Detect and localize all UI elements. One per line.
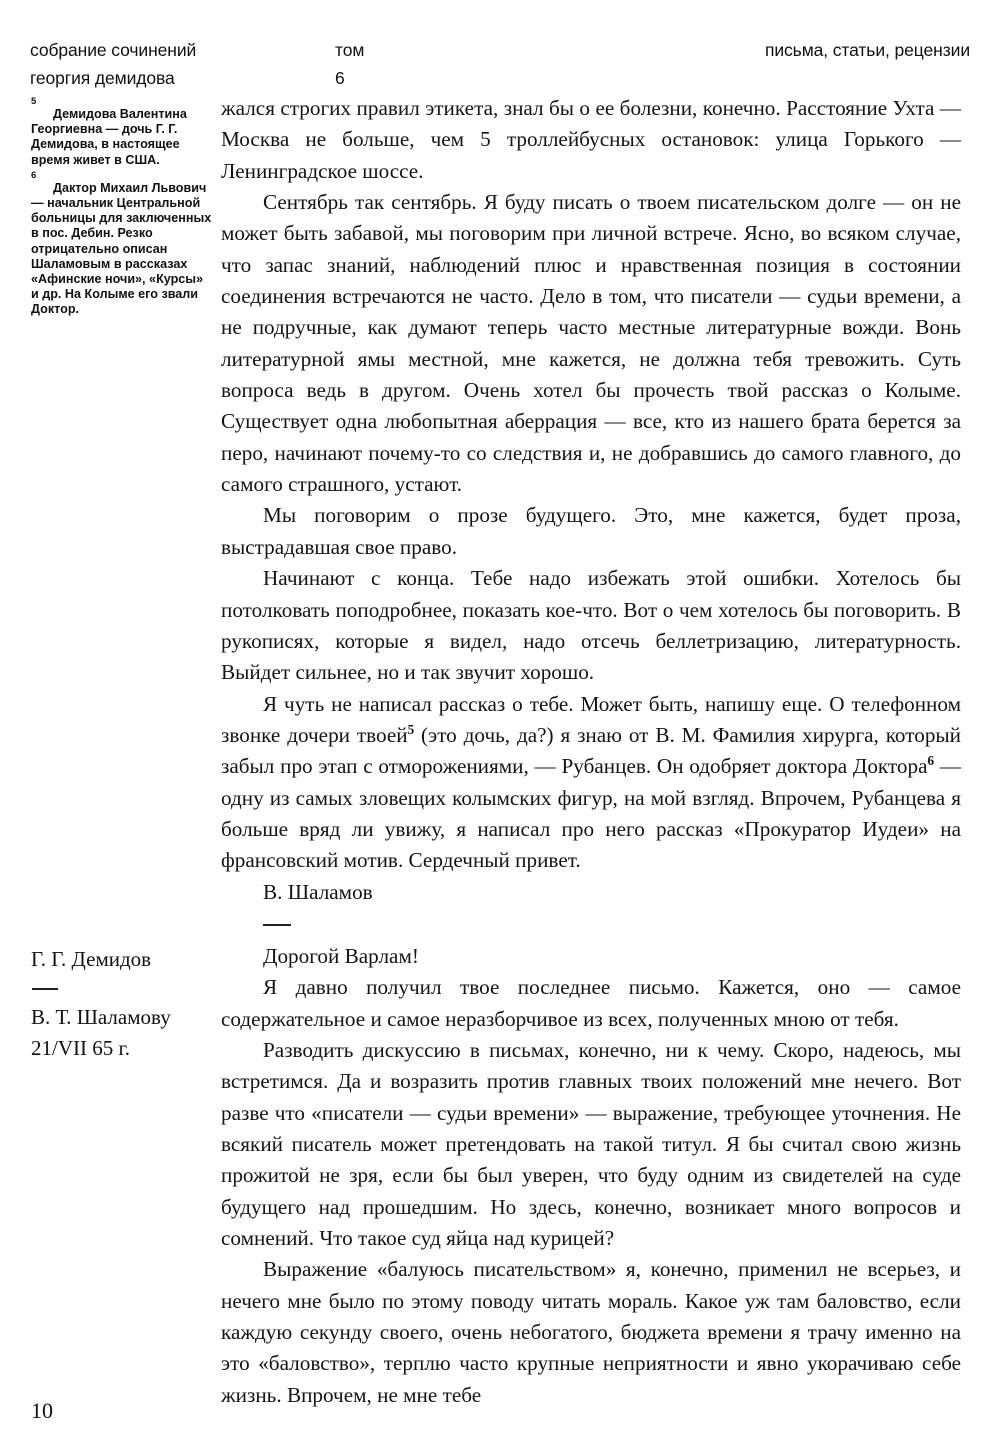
footnote-6-number: 6 (31, 169, 37, 181)
paragraph: Разводить дискуссию в письмах, конечно, ни к чему. Скоро, надеюсь, мы встретимся. Да и возразить против главных твоих положений мне нечего. Вот разве что «писатели — судьи времени» — выражение, требующее уточнения. Не всякий писатель может претендовать на такой титул. Я бы считал свою жизнь прожитой не зря, если бы был уверен, что буду одним из свидетелей на суде будущего над прошедшим. Но здесь, конечно, возникает много вопросов и сомнений. Что такое суд яйца над курицей? (221, 1037, 961, 1251)
paragraph-text-part3: — одну из самых зловещих колымских фигур, на мой взгляд. Впрочем, Рубанцева я больше вряд ли увижу, я написал про него рассказ «Прокуратор Иудеи» на франсовский мотив. Сердечный привет. (221, 754, 961, 873)
volume-number: 6 (335, 68, 345, 88)
footnote-6-text (31, 181, 213, 318)
letter-heading-block (31, 944, 221, 1064)
volume-label: том (335, 40, 365, 60)
footnote-5-body: Демидова Валентина Георгиевна — дочь Г. Г. Демидова, в настоящее время живет в США. (31, 107, 187, 167)
series-title-line2: георгия демидова (30, 68, 175, 88)
running-head (30, 36, 970, 92)
page-number: 10 (31, 1398, 53, 1423)
footnote-5 (31, 96, 213, 168)
paragraph-continuation: жался строгих правил этикета, знал бы о ее болезни, конечно. Расстояние Ухта — Москва не больше, чем 5 троллейбусных остановок: улица Горького — Ленинградское шоссе. (221, 96, 961, 183)
letter-heading-rule (32, 988, 58, 990)
series-title-line1: собрание сочинений (30, 40, 197, 60)
footnote-reference-5: 5 (407, 721, 415, 737)
paragraph: Выражение «балуюсь писательством» я, конечно, применил не всерьез, и нечего мне было по этому поводу читать мораль. Какое уж там баловство, если каждую секунду своего, очень небогатого, бюджета времени я трачу именно на это «баловство», терплю часто крупные неприятности и явно укорачиваю себе жизнь. Впрочем, не мне тебе (221, 1257, 961, 1407)
footnote-6-body: Дактор Михаил Львович — начальник Центральной больницы для заключенных в пос. Дебин. Резко отрицательно описан Шаламовым в рассказах «Афинские ночи», «Курсы» и др. На Колыме его звали Доктор. (31, 180, 212, 317)
letter-salutation: Дорогой Варлам! (263, 943, 419, 968)
footnote-5-number: 5 (31, 96, 37, 107)
letter-recipient: В. Т. Шаламову (31, 1005, 171, 1029)
footnote-reference-6: 6 (927, 753, 935, 769)
margin-notes-column (31, 96, 213, 320)
paragraph-text-part2: (это дочь, да?) я знаю от В. М. Фамилия хирурга, который забыл про этап с отморожениями, — Рубанцев. Он одобряет доктора Доктора (221, 722, 961, 779)
letter-signature: В. Шаламов (263, 879, 373, 904)
paragraph: Сентябрь так сентябрь. Я буду писать о твоем писательском долге — он не может быть забавой, мы поговорим при личной встрече. Ясно, во всяком случае, что запас знаний, наблюдений плюс и нравственная позиция в состоянии соединения встречаются не часто. Дело в том, что писатели — судьи времени, а не подручные, как думают теперь часто местные литературные вожди. Вонь литературной ямы местной, мне кажется, не должна тебя тревожить. Суть вопроса ведь в другом. Очень хотел бы прочесть твой рассказ о Колыме. Существует одна любопытная аберрация — все, кто из нашего брата берется за перо, начинают почему-то со следствия и, не добравшись до самого главного, до самого страшного, устают. (221, 190, 961, 497)
paragraph: Начинают с конца. Тебе надо избежать этой ошибки. Хотелось бы потолковать поподробнее, показать кое-что. Вот о чем хотелось бы поговорить. В рукописях, которые я видел, надо отсечь беллетризацию, литературность. Выйдет сильнее, но и так звучит хорошо. (221, 566, 961, 685)
main-text-column (221, 93, 961, 1411)
section-title: письма, статьи, рецензии (764, 40, 970, 60)
paragraph-text-part1: Я чуть не написал рассказ о тебе. Может быть, напишу еще. О телефонном звонке дочери твоей (221, 691, 961, 747)
paragraph-with-footnote-refs (221, 689, 961, 877)
letter-sender: Г. Г. Демидов (31, 947, 152, 971)
letter-date: 21/VII 65 г. (31, 1036, 130, 1060)
paragraph: Мы поговорим о прозе будущего. Это, мне кажется, будет проза, выстрадавшая свое право. (221, 503, 961, 559)
running-head-left (30, 36, 330, 92)
running-head-volume (335, 36, 535, 92)
footnote-6 (31, 170, 213, 318)
letter-separator-rule (263, 924, 291, 926)
footnote-5-text (31, 107, 213, 168)
paragraph: Я давно получил твое последнее письмо. Кажется, оно — самое содержательное и самое неразборчивое из всех, полученных мною от тебя. (221, 975, 961, 1031)
running-head-right (765, 36, 970, 64)
